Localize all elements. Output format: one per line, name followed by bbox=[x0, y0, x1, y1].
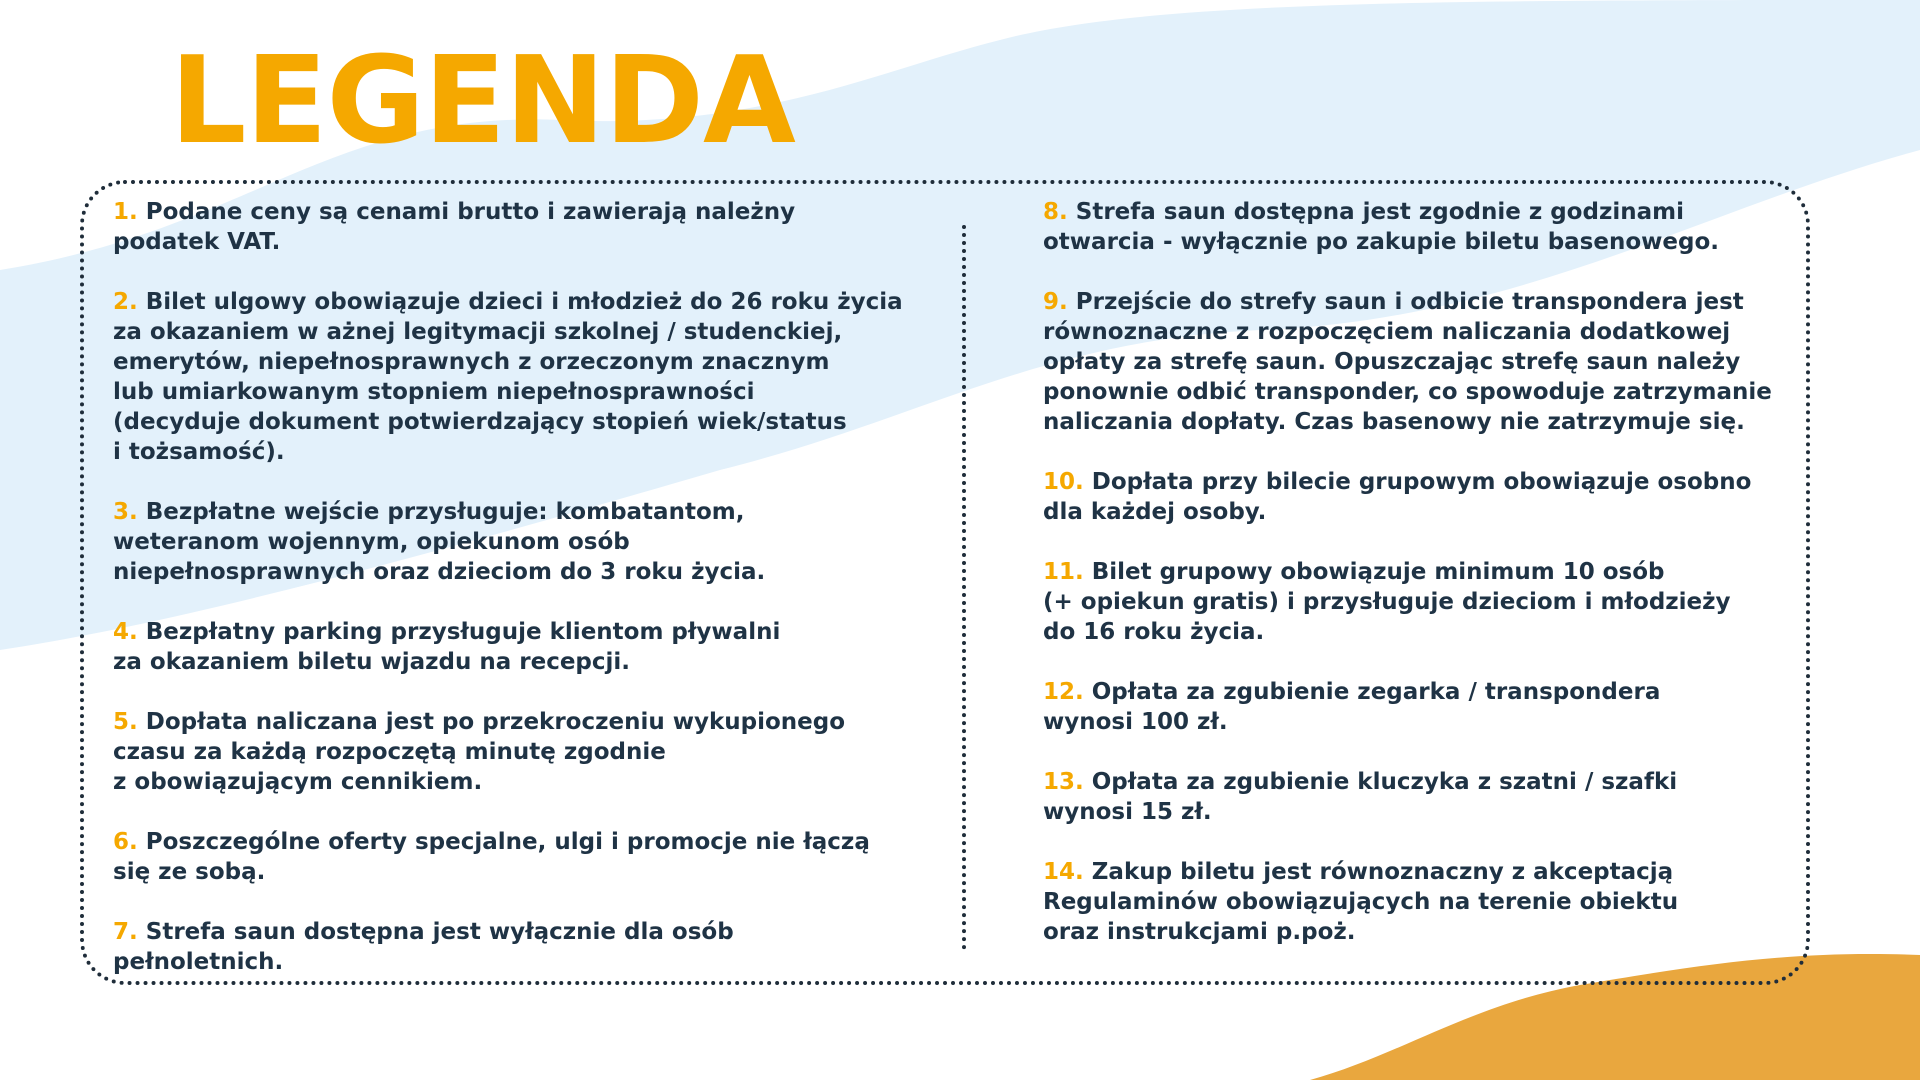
column-divider bbox=[962, 225, 966, 950]
legend-item bbox=[113, 617, 943, 677]
legend-item bbox=[1043, 767, 1793, 827]
item-number: 3. bbox=[113, 499, 138, 525]
item-text: Opłata za zgubienie kluczyka z szatni / szafki wynosi 15 zł. bbox=[1043, 769, 1678, 825]
item-number: 12. bbox=[1043, 679, 1084, 705]
item-number: 10. bbox=[1043, 469, 1084, 495]
legend-list-left bbox=[113, 197, 943, 1007]
item-text: Strefa saun dostępna jest zgodnie z godzinami otwarcia - wyłącznie po zakupie biletu basenowego. bbox=[1043, 199, 1719, 255]
item-text: Bilet ulgowy obowiązuje dzieci i młodzież do 26 roku życia za okazaniem w ażnej legitymacji szkolnej / studenckiej, emerytów, niepełnosprawnych z orzeczonym znacznym lub umiarkowanym stopniem niepełnosprawności (decyduje dokument potwierdzający stopień wiek/status i tożsamość). bbox=[113, 289, 903, 465]
item-text: Przejście do strefy saun i odbicie transpondera jest równoznaczne z rozpoczęciem naliczania dodatkowej opłaty za strefę saun. Opuszczając strefę saun należy ponownie odbić transponder, co spowoduje zatrzymanie naliczania dopłaty. Czas basenowy nie zatrzymuje się. bbox=[1043, 289, 1772, 435]
legend-item bbox=[113, 197, 943, 257]
legend-item bbox=[113, 917, 943, 977]
item-number: 8. bbox=[1043, 199, 1068, 225]
legend-item bbox=[113, 827, 943, 887]
legend-item bbox=[1043, 467, 1793, 527]
legend-item bbox=[1043, 557, 1793, 647]
item-number: 11. bbox=[1043, 559, 1084, 585]
item-text: Bezpłatne wejście przysługuje: kombatantom, weteranom wojennym, opiekunom osób niepełnosprawnych oraz dzieciom do 3 roku życia. bbox=[113, 499, 766, 585]
item-number: 2. bbox=[113, 289, 138, 315]
item-text: Poszczególne oferty specjalne, ulgi i promocje nie łączą się ze sobą. bbox=[113, 829, 870, 885]
item-text: Strefa saun dostępna jest wyłącznie dla osób pełnoletnich. bbox=[113, 919, 734, 975]
legend-item bbox=[1043, 197, 1793, 257]
item-text: Bilet grupowy obowiązuje minimum 10 osób (+ opiekun gratis) i przysługuje dzieciom i młodzieży do 16 roku życia. bbox=[1043, 559, 1731, 645]
item-number: 13. bbox=[1043, 769, 1084, 795]
item-text: Dopłata przy bilecie grupowym obowiązuje osobno dla każdej osoby. bbox=[1043, 469, 1752, 525]
legend-item bbox=[1043, 677, 1793, 737]
item-text: Dopłata naliczana jest po przekroczeniu wykupionego czasu za każdą rozpoczętą minutę zgodnie z obowiązującym cennikiem. bbox=[113, 709, 846, 795]
item-number: 9. bbox=[1043, 289, 1068, 315]
page-title: LEGENDA bbox=[170, 32, 795, 171]
item-text: Podane ceny są cenami brutto i zawierają należny podatek VAT. bbox=[113, 199, 796, 255]
item-text: Zakup biletu jest równoznaczny z akceptacją Regulaminów obowiązujących na terenie obiektu oraz instrukcjami p.poż. bbox=[1043, 859, 1679, 945]
item-text: Opłata za zgubienie zegarka / transpondera wynosi 100 zł. bbox=[1043, 679, 1661, 735]
item-number: 5. bbox=[113, 709, 138, 735]
legend-item bbox=[1043, 857, 1793, 947]
item-number: 7. bbox=[113, 919, 138, 945]
item-number: 4. bbox=[113, 619, 138, 645]
legend-item bbox=[113, 707, 943, 797]
item-number: 14. bbox=[1043, 859, 1084, 885]
item-text: Bezpłatny parking przysługuje klientom pływalni za okazaniem biletu wjazdu na recepcji. bbox=[113, 619, 781, 675]
item-number: 6. bbox=[113, 829, 138, 855]
item-number: 1. bbox=[113, 199, 138, 225]
legend-list-right bbox=[1043, 197, 1793, 977]
legend-item bbox=[113, 497, 943, 587]
legend-item bbox=[1043, 287, 1793, 437]
legend-item bbox=[113, 287, 943, 467]
